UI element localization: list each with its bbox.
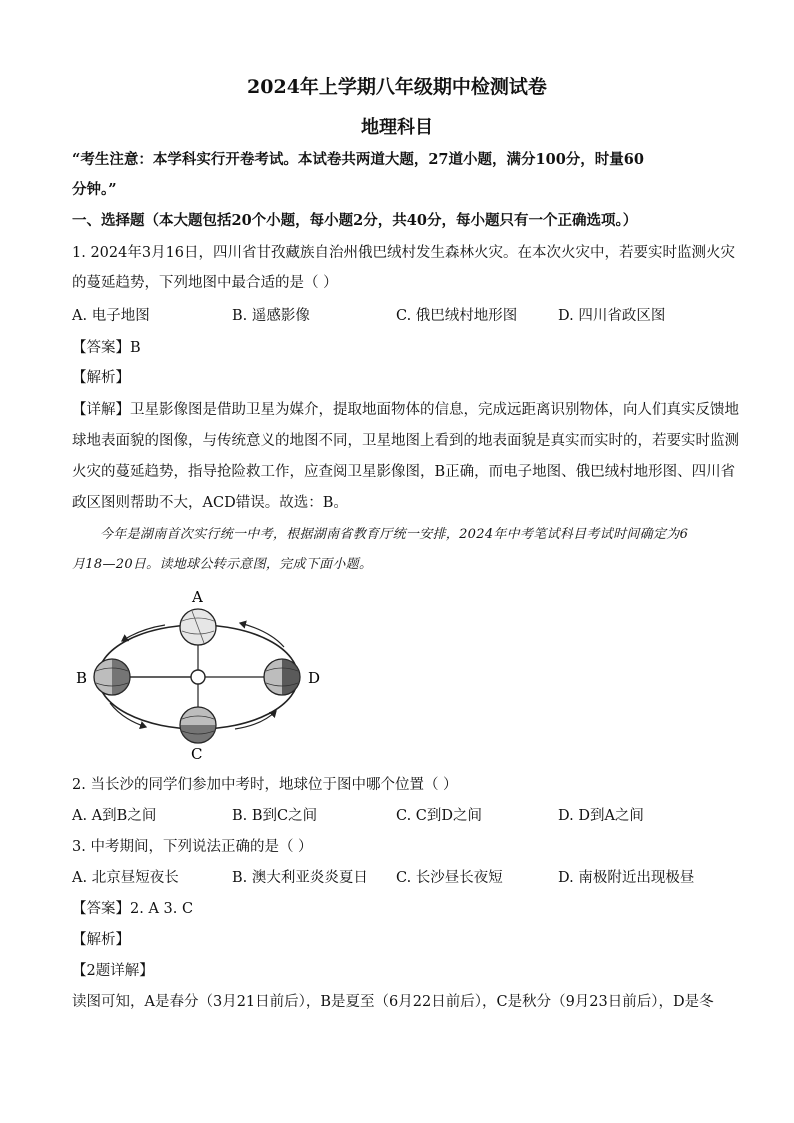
q1-analysis-label: 【解析】 bbox=[72, 370, 130, 386]
q2-option-d: D. D到A之间 bbox=[558, 808, 644, 824]
orbit-arrow-right bbox=[240, 623, 284, 647]
exam-title: 2024年上学期八年级期中检测试卷 bbox=[247, 76, 547, 98]
notice-line-1: “考生注意：本学科实行开卷考试。本试卷共两道大题，27道小题，满分100分，时量60 bbox=[72, 151, 644, 168]
q2-text: 2. 当长沙的同学们参加中考时，地球位于图中哪个位置（ ） bbox=[72, 777, 458, 793]
q1-answer: 【答案】B bbox=[72, 340, 141, 356]
q2-option-c: C. C到D之间 bbox=[396, 808, 483, 824]
q23-analysis-label: 【解析】 bbox=[72, 932, 130, 948]
q1-option-c: C. 俄巴绒村地形图 bbox=[396, 308, 518, 324]
earth-c-icon bbox=[180, 707, 216, 743]
q1-text-line-1: 1. 2024年3月16日，四川省甘孜藏族自治州俄巴绒村发生森林火灾。在本次火灾中，若要实时监测火灾 bbox=[72, 245, 736, 261]
q1-option-d: D. 四川省政区图 bbox=[558, 308, 666, 324]
diagram-label-d: D bbox=[308, 669, 321, 687]
q2-option-a: A. A到B之间 bbox=[72, 808, 157, 824]
notice-line-2: 分钟。” bbox=[72, 181, 117, 198]
q3-option-c: C. 长沙昼长夜短 bbox=[396, 870, 503, 886]
q1-detail-line-3: 火灾的蔓延趋势，指导抢险救工作，应查阅卫星影像图，B正确，而电子地图、俄巴绒村地形图、四川省 bbox=[72, 464, 736, 480]
diagram-label-b: B bbox=[76, 669, 88, 687]
material-line-1: 今年是湖南首次实行统一中考，根据湖南省教育厅统一安排，2024年中考笔试科目考试时间确定为6 bbox=[100, 527, 689, 542]
diagram-label-a: A bbox=[192, 588, 203, 606]
q3-option-b: B. 澳大利亚炎炎夏日 bbox=[232, 870, 368, 886]
q1-detail-line-2: 球地表面貌的图像，与传统意义的地图不同，卫星地图上看到的地表面貌是真实而实时的，若要实时监测 bbox=[72, 433, 739, 449]
q2-detail-line-1: 读图可知，A是春分（3月21日前后），B是夏至（6月22日前后），C是秋分（9月23日前后），D是冬 bbox=[72, 994, 714, 1010]
sun-icon bbox=[191, 670, 205, 684]
q1-text-line-2: 的蔓延趋势，下列地图中最合适的是（ ） bbox=[72, 275, 338, 291]
earth-b-icon bbox=[94, 659, 130, 695]
earth-revolution-diagram bbox=[70, 585, 340, 765]
material-line-2: 月18—20日。读地球公转示意图，完成下面小题。 bbox=[72, 557, 373, 572]
q3-option-a: A. 北京昼短夜长 bbox=[72, 870, 179, 886]
q23-answer: 【答案】2. A 3. C bbox=[72, 901, 194, 917]
q1-option-a: A. 电子地图 bbox=[72, 308, 150, 324]
q3-option-d: D. 南极附近出现极昼 bbox=[558, 870, 695, 886]
subject-title: 地理科目 bbox=[361, 117, 433, 138]
q2-option-b: B. B到C之间 bbox=[232, 808, 318, 824]
section-1-heading: 一、选择题（本大题包括20个小题，每小题2分，共40分，每小题只有一个正确选项。） bbox=[72, 212, 638, 229]
q1-detail-line-4: 政区图则帮助不大，ACD错误。故选：B。 bbox=[72, 495, 348, 511]
earth-a-icon bbox=[180, 609, 216, 645]
q2-detail-heading: 【2题详解】 bbox=[72, 963, 154, 979]
earth-d-icon bbox=[264, 659, 300, 695]
diagram-label-c: C bbox=[191, 745, 203, 763]
q1-option-b: B. 遥感影像 bbox=[232, 308, 310, 324]
q1-detail-line-1: 【详解】卫星影像图是借助卫星为媒介，提取地面物体的信息，完成远距离识别物体，向人们真实反馈地 bbox=[72, 402, 739, 418]
q3-text: 3. 中考期间，下列说法正确的是（ ） bbox=[72, 839, 313, 855]
